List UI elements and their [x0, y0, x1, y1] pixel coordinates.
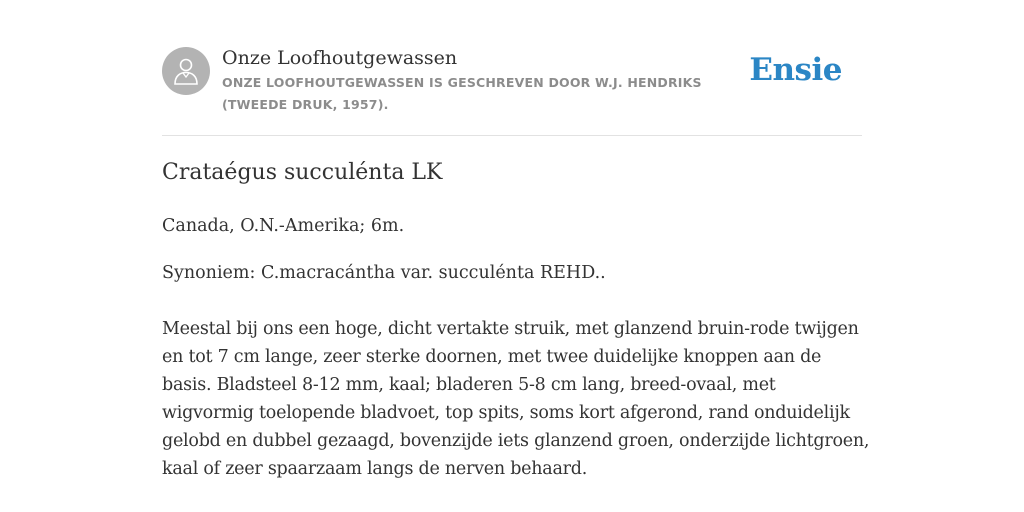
- ensie-logo[interactable]: Ensie: [749, 52, 842, 88]
- source-title[interactable]: Onze Loofhoutgewassen: [222, 47, 458, 69]
- source-description: ONZE LOOFHOUTGEWASSEN IS GESCHREVEN DOOR W.J. HENDRIKS (TWEEDE DRUK, 1957).: [222, 75, 702, 112]
- entry-synonym: Synoniem: C.macracántha var. succulénta REHD..: [162, 263, 606, 283]
- author-avatar[interactable]: [162, 47, 210, 95]
- header-divider: [162, 135, 862, 136]
- user-icon: [174, 57, 198, 85]
- entry-origin: Canada, O.N.-Amerika; 6m.: [162, 216, 405, 236]
- entry-description: Meestal bij ons een hoge, dicht vertakte struik, met glanzend bruin-rode twijgen en tot 7 cm lange, zeer sterke doornen, met twee duidelijke knoppen aan de basis. Bladsteel 8-12 mm, kaal; bladeren 5-8 cm lang, breed-ovaal, met wigvormig toelopende bladvoet, top spits, soms kort afgerond, rand onduidelijk gelobd en dubbel gezaagd, bovenzijde iets glanzend groen, onderzijde lichtgroen, kaal of zeer spaarzaam langs de nerven behaard.: [162, 319, 870, 479]
- source-header: [162, 46, 862, 116]
- entry-title: Crataégus succulénta LK: [162, 160, 443, 185]
